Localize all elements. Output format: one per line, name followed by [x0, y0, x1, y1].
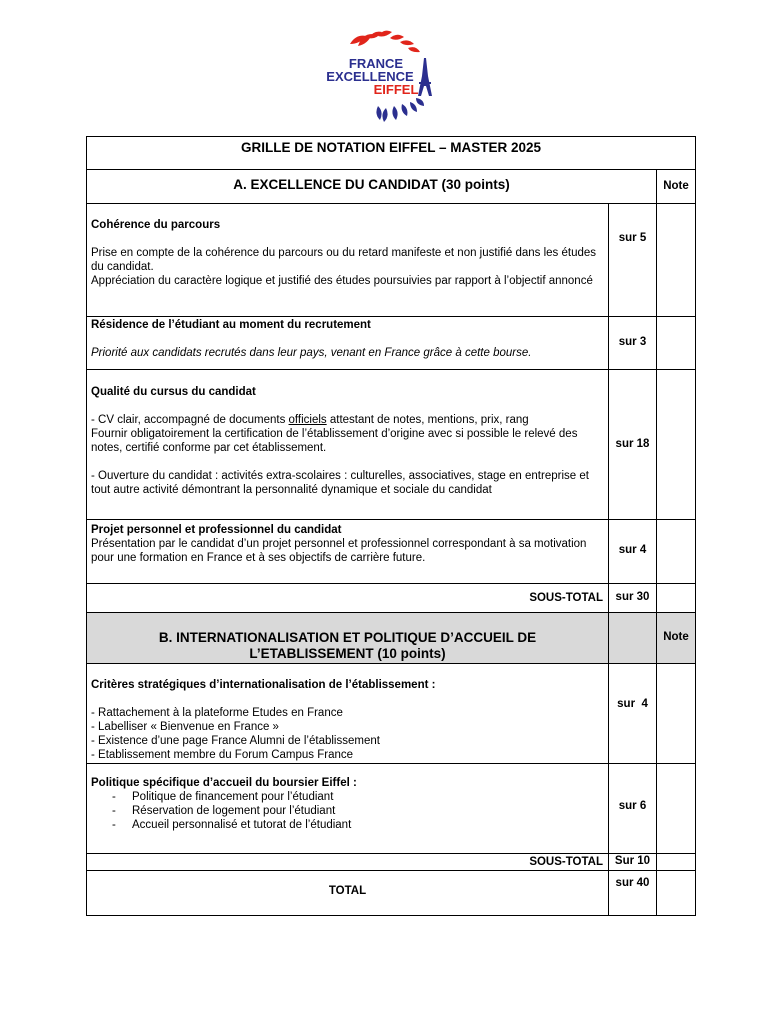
section-b-heading-line: B. INTERNATIONALISATION ET POLITIQUE D’ACCUEIL DE	[158, 630, 537, 645]
grid-title: GRILLE DE NOTATION EIFFEL – MASTER 2025	[86, 136, 696, 170]
total-row	[86, 870, 696, 916]
note-cell	[656, 870, 696, 916]
logo-text-france: FRANCE	[348, 56, 404, 71]
section-a-header-row	[86, 169, 696, 204]
note-cell	[656, 763, 696, 854]
list-item: - Réservation de logement pour l’étudiant	[91, 804, 604, 818]
criterion-accueil-text	[86, 763, 609, 854]
criterion-internationalisation-row	[86, 663, 696, 764]
section-b-heading-line: L’ETABLISSEMENT (10 points)	[249, 646, 446, 661]
section-a-heading: A. EXCELLENCE DU CANDIDAT (30 points)	[86, 169, 657, 204]
criterion-item: - Etablissement membre du Forum Campus France	[91, 749, 354, 761]
criterion-description: Appréciation du caractère logique et justifié des études poursuivies par rapport à l’objectif annoncé	[91, 275, 593, 287]
criterion-description	[91, 413, 604, 427]
criterion-score: sur 18	[608, 369, 657, 520]
criterion-title: Cohérence du parcours	[91, 219, 221, 231]
criterion-description: Priorité aux candidats recrutés dans leur pays, venant en France grâce à cette bourse.	[91, 347, 532, 359]
criterion-item: - Rattachement à la plateforme Etudes en France	[91, 707, 343, 719]
section-b-heading	[86, 612, 609, 664]
criterion-projet-text	[86, 519, 609, 584]
criterion-internationalisation-text	[86, 663, 609, 764]
criterion-projet-row	[86, 519, 696, 584]
section-b-header-row	[86, 612, 696, 664]
criterion-description: - Ouverture du candidat : activités extra-scolaires : culturelles, associatives, stage en entreprise et tout autre activité démontrant la personnalité dynamique et sociale du candidat	[91, 470, 589, 496]
note-cell	[656, 663, 696, 764]
eiffel-tower-icon	[418, 58, 432, 96]
criterion-title: Qualité du cursus du candidat	[91, 386, 256, 398]
criterion-score: sur 4	[608, 663, 657, 764]
criterion-description: Prise en compte de la cohérence du parcours ou du retard manifeste et non justifié dans les études du candidat.	[91, 247, 597, 273]
text-fragment: - CV clair, accompagné de documents	[91, 414, 289, 426]
note-cell	[656, 583, 696, 613]
note-cell	[656, 203, 696, 317]
criterion-title: Projet personnel et professionnel du candidat	[91, 524, 342, 536]
red-laurel-icon	[350, 31, 420, 52]
underlined-word: officiels	[288, 414, 327, 426]
criterion-description: Présentation par le candidat d’un projet personnel et professionnel correspondant à sa motivation pour une formation en France et à ses objectifs de carrière future.	[91, 538, 587, 564]
blue-laurel-icon	[376, 98, 424, 122]
list-item: - Politique de financement pour l’étudiant	[91, 790, 604, 804]
subtotal-score: sur 30	[608, 583, 657, 613]
criterion-cursus-row	[86, 369, 696, 520]
title-row	[86, 136, 696, 170]
text-fragment: attestant de notes, mentions, prix, rang	[326, 414, 529, 426]
note-cell	[656, 316, 696, 370]
criterion-score: sur 6	[608, 763, 657, 854]
criterion-item: - Labelliser « Bienvenue en France »	[91, 721, 279, 733]
section-b-subtotal-row	[86, 853, 696, 871]
criterion-coherence-row	[86, 203, 696, 317]
subtotal-label: SOUS-TOTAL	[86, 583, 609, 613]
section-a-note-label: Note	[656, 169, 696, 204]
criterion-score: sur 4	[608, 519, 657, 584]
criterion-score: sur 3	[608, 316, 657, 370]
criterion-coherence-text	[86, 203, 609, 317]
criterion-title: Politique spécifique d’accueil du boursier Eiffel :	[91, 777, 357, 789]
section-b-note-label: Note	[656, 612, 696, 664]
criterion-cursus-text	[86, 369, 609, 520]
france-excellence-eiffel-logo	[320, 30, 440, 124]
note-cell	[656, 519, 696, 584]
subtotal-score: Sur 10	[608, 853, 657, 871]
criterion-title: Critères stratégiques d’internationalisation de l’établissement :	[91, 679, 436, 691]
section-a-subtotal-row	[86, 583, 696, 613]
logo-text-excellence: EXCELLENCE	[326, 69, 414, 84]
criterion-title: Résidence de l’étudiant au moment du recrutement	[91, 319, 371, 331]
list-item: - Accueil personnalisé et tutorat de l’étudiant	[91, 818, 604, 832]
subtotal-label: SOUS-TOTAL	[86, 853, 609, 871]
total-label: TOTAL	[86, 870, 609, 916]
logo-text-eiffel: EIFFEL	[373, 82, 419, 97]
total-score: sur 40	[608, 870, 657, 916]
note-cell	[656, 369, 696, 520]
criterion-item: - Existence d’une page France Alumni de l’établissement	[91, 735, 380, 747]
section-b-score-header	[608, 612, 657, 664]
accueil-bullet-list	[91, 790, 604, 832]
criterion-score: sur 5	[608, 203, 657, 317]
criterion-residence-text	[86, 316, 609, 370]
note-cell	[656, 853, 696, 871]
criterion-accueil-row	[86, 763, 696, 854]
criterion-residence-row	[86, 316, 696, 370]
criterion-description: Fournir obligatoirement la certification de l’établissement d’origine avec si possible le relevé des notes, certifié conforme par cet établissement.	[91, 428, 578, 454]
